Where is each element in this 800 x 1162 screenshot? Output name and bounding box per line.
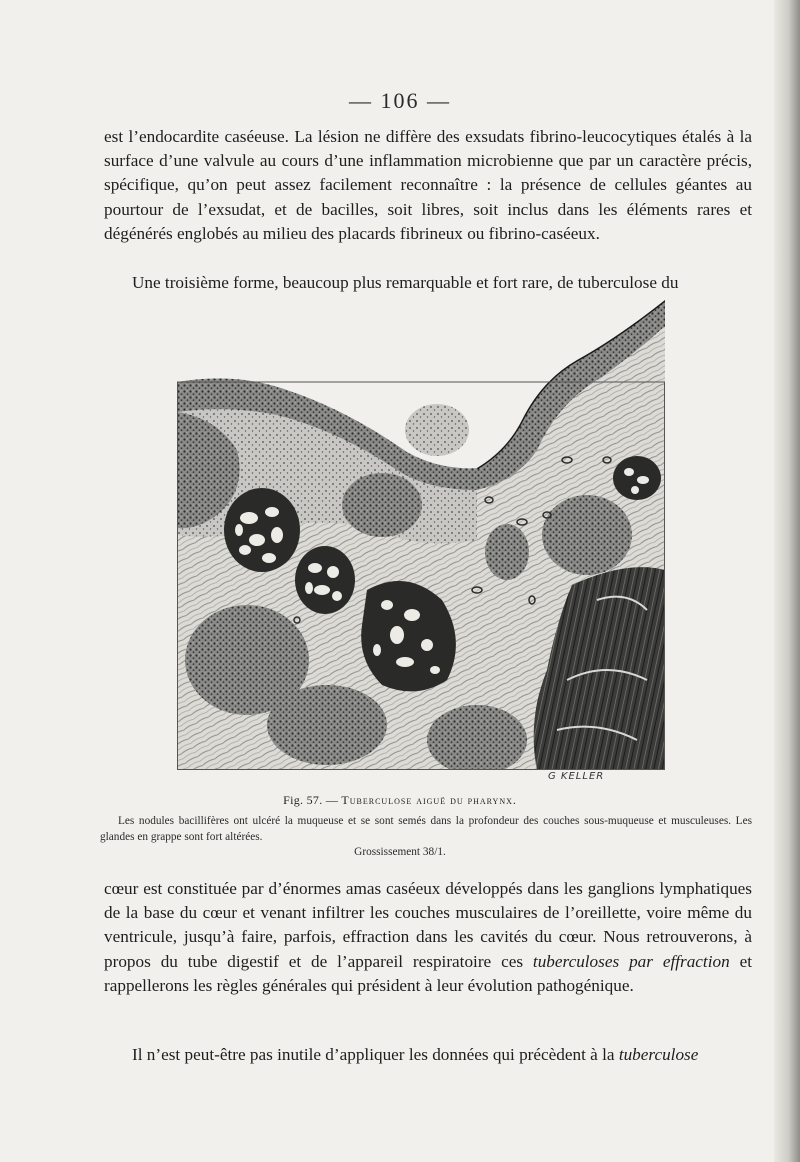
paragraph-run: et rappellerons les règles générales qui président à leur évolution pathogénique. (104, 951, 752, 995)
paragraph-cardiac-caseous (104, 877, 752, 998)
figure-magnification: Grossissement 38/1. (354, 846, 446, 858)
page-number: — 106 — (349, 88, 451, 113)
gland-cluster-left (224, 488, 300, 572)
figure-legend: Les nodules bacillifères ont ulcéré la muqueuse et se sont semés dans la profondeur des couches sous-muqueuse et musculeuses. Les glandes en grappe sont fort altérées. (100, 815, 752, 843)
paragraph-run: cœur est constituée par d’énormes amas caséeux développés dans les ganglions lymphatiques de la base du cœur et venant infiltrer les couches musculaires de l’oreillette, voire même du ventricule, jusqu’à faire, parfois, effraction dans les cavités du cœur. Nous retrouverons, à propos du tube digestif et de l’appareil respiratoire ces (104, 879, 752, 971)
figure-title: Tuberculose aiguë du pharynx. (341, 793, 517, 807)
gland-cluster-right (613, 456, 661, 500)
figure-number: Fig. 57. — (283, 793, 342, 807)
tubercle-nodule (342, 473, 422, 537)
paragraph-text: Une troisième forme, beaucoup plus remarquable et fort rare, de tuberculose du (132, 273, 679, 292)
tubercle-nodule-pale (405, 404, 469, 456)
tubercle-nodule (542, 495, 632, 575)
tubercle-nodule (485, 524, 529, 580)
paragraph-emphasis: tuberculoses par effraction (532, 951, 730, 971)
paragraph-emphasis: tuberculose (618, 1045, 699, 1064)
paragraph-text: est l’endocardite caséeuse. La lésion ne diffère des exsudats fibrino-leucocytiques étalés à la surface d’une valvule au cours d’une inflammation microbienne que par un caractère précis, spécifique, qu’on peut assez facilement reconnaître : la présence de cellules géantes au pourtour de l’exsudat, et de bacilles, soit libres, soit inclus dans les éléments rares et dégénérés englobés au milieu des placards fibrineux ou fibrino-caséeux. (104, 127, 752, 243)
paragraph-text (104, 877, 752, 998)
paragraph-final (104, 1043, 752, 1067)
tubercle-nodule (267, 685, 387, 765)
gland-cluster-center-left (295, 546, 355, 614)
histology-illustration (177, 300, 665, 770)
page-edge-shadow (774, 0, 800, 1162)
artist-signature: G KELLER (548, 771, 605, 782)
figure-57-histology-plate (177, 300, 665, 770)
paragraph-endocarditis (104, 125, 752, 246)
paragraph-third-form-start (104, 271, 752, 295)
paragraph-run: Il n’est peut-être pas inutile d’appliquer les données qui précèdent à la (132, 1045, 619, 1064)
paragraph-text (104, 1043, 752, 1067)
figure-caption (0, 793, 800, 808)
